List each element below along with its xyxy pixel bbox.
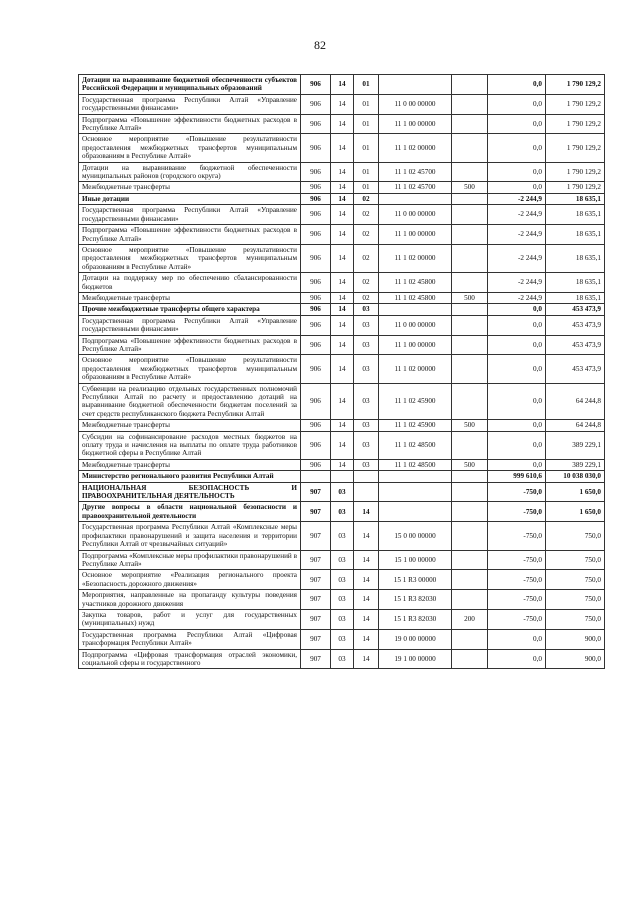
total-amount: 900,0 (546, 649, 605, 669)
target-article-code (379, 193, 452, 204)
section-code: 14 (331, 205, 354, 225)
row-name: Мероприятия, направленные на пропаганду культуры поведения участников дорожного движения (79, 590, 301, 610)
table-row (79, 609, 605, 629)
section-code: 03 (331, 550, 354, 570)
subsection-code: 01 (354, 94, 379, 114)
total-amount: 18 635,1 (546, 292, 605, 303)
grbs-code: 907 (301, 649, 331, 669)
total-amount: 453 473,9 (546, 355, 605, 383)
section-code: 14 (331, 193, 354, 204)
row-name: Дотации на выравнивание бюджетной обеспеченности субъектов Российской Федерации и муниципальных образований (79, 75, 301, 95)
table-row (79, 355, 605, 383)
grbs-code: 906 (301, 292, 331, 303)
section-code: 03 (331, 590, 354, 610)
change-amount: -750,0 (488, 570, 546, 590)
change-amount: -750,0 (488, 609, 546, 629)
budget-table (78, 74, 605, 669)
table-row (79, 482, 605, 502)
target-article-code: 11 1 02 45800 (379, 273, 452, 293)
section-code: 03 (331, 482, 354, 502)
expense-type-code (452, 550, 488, 570)
total-amount: 1 790 129,2 (546, 75, 605, 95)
target-article-code: 11 0 00 00000 (379, 205, 452, 225)
section-code: 03 (331, 629, 354, 649)
total-amount: 750,0 (546, 522, 605, 550)
grbs-code: 907 (301, 570, 331, 590)
expense-type-code (452, 522, 488, 550)
target-article-code: 15 0 00 00000 (379, 522, 452, 550)
section-code: 14 (331, 420, 354, 431)
subsection-code: 01 (354, 134, 379, 162)
subsection-code (354, 482, 379, 502)
subsection-code: 14 (354, 609, 379, 629)
target-article-code (379, 75, 452, 95)
subsection-code: 03 (354, 431, 379, 459)
table-row (79, 273, 605, 293)
subsection-code: 14 (354, 550, 379, 570)
section-code: 14 (331, 94, 354, 114)
total-amount: 389 229,1 (546, 459, 605, 470)
expense-type-code: 500 (452, 292, 488, 303)
table-row (79, 292, 605, 303)
section-code: 14 (331, 315, 354, 335)
section-code: 03 (331, 522, 354, 550)
total-amount: 453 473,9 (546, 335, 605, 355)
target-article-code: 11 1 02 45900 (379, 420, 452, 431)
grbs-code (301, 471, 331, 482)
section-code: 14 (331, 244, 354, 272)
expense-type-code (452, 225, 488, 245)
target-article-code: 11 1 02 48500 (379, 459, 452, 470)
total-amount: 64 244,8 (546, 420, 605, 431)
row-name: Межбюджетные трансферты (79, 182, 301, 193)
grbs-code: 906 (301, 193, 331, 204)
total-amount: 750,0 (546, 590, 605, 610)
total-amount: 750,0 (546, 609, 605, 629)
section-code: 14 (331, 75, 354, 95)
grbs-code: 906 (301, 335, 331, 355)
change-amount: 0,0 (488, 94, 546, 114)
change-amount: 0,0 (488, 75, 546, 95)
table-row (79, 459, 605, 470)
section-code: 03 (331, 502, 354, 522)
section-code: 14 (331, 335, 354, 355)
subsection-code: 14 (354, 649, 379, 669)
grbs-code: 906 (301, 315, 331, 335)
change-amount: -2 244,9 (488, 292, 546, 303)
row-name: Субвенции на реализацию отдельных государственных полномочий Республики Алтай по расчету и предоставлению дотаций на выравнивание бюджетной обеспеченности бюджетам поселений за счет средств республиканского бюджета Республики Алтай (79, 383, 301, 420)
change-amount: -2 244,9 (488, 273, 546, 293)
change-amount: 0,0 (488, 114, 546, 134)
expense-type-code (452, 649, 488, 669)
row-name: Подпрограмма «Комплексные меры профилактики правонарушений в Республике Алтай» (79, 550, 301, 570)
expense-type-code (452, 94, 488, 114)
page-number: 82 (314, 38, 326, 52)
change-amount: 0,0 (488, 355, 546, 383)
total-amount: 10 038 030,0 (546, 471, 605, 482)
target-article-code: 11 0 00 00000 (379, 94, 452, 114)
change-amount: 0,0 (488, 459, 546, 470)
table-row (79, 193, 605, 204)
expense-type-code (452, 471, 488, 482)
section-code: 03 (331, 570, 354, 590)
change-amount: -750,0 (488, 502, 546, 522)
target-article-code (379, 304, 452, 315)
total-amount: 1 790 129,2 (546, 182, 605, 193)
subsection-code: 02 (354, 273, 379, 293)
subsection-code: 14 (354, 570, 379, 590)
subsection-code: 01 (354, 114, 379, 134)
subsection-code: 14 (354, 590, 379, 610)
subsection-code: 02 (354, 292, 379, 303)
change-amount: 0,0 (488, 335, 546, 355)
grbs-code: 906 (301, 75, 331, 95)
change-amount: -2 244,9 (488, 225, 546, 245)
subsection-code: 03 (354, 355, 379, 383)
table-row (79, 162, 605, 182)
grbs-code: 906 (301, 114, 331, 134)
section-code: 14 (331, 431, 354, 459)
grbs-code: 907 (301, 522, 331, 550)
grbs-code: 906 (301, 205, 331, 225)
change-amount: 0,0 (488, 629, 546, 649)
target-article-code: 19 1 00 00000 (379, 649, 452, 669)
row-name: Закупка товаров, работ и услуг для государственных (муниципальных) нужд (79, 609, 301, 629)
subsection-code: 01 (354, 162, 379, 182)
table-row (79, 114, 605, 134)
row-name: Государственная программа Республики Алтай «Управление государственными финансами» (79, 94, 301, 114)
total-amount: 18 635,1 (546, 225, 605, 245)
expense-type-code: 500 (452, 182, 488, 193)
change-amount: 0,0 (488, 162, 546, 182)
change-amount: -750,0 (488, 550, 546, 570)
subsection-code: 02 (354, 193, 379, 204)
total-amount: 1 790 129,2 (546, 162, 605, 182)
subsection-code: 02 (354, 225, 379, 245)
grbs-code: 907 (301, 629, 331, 649)
change-amount: -2 244,9 (488, 244, 546, 272)
target-article-code: 11 1 02 45800 (379, 292, 452, 303)
section-code: 03 (331, 609, 354, 629)
target-article-code: 15 1 R3 00000 (379, 570, 452, 590)
target-article-code: 15 1 R3 82030 (379, 609, 452, 629)
grbs-code: 906 (301, 162, 331, 182)
target-article-code: 11 1 02 00000 (379, 355, 452, 383)
grbs-code: 907 (301, 590, 331, 610)
row-name: Основное мероприятие «Повышение результативности предоставления межбюджетных трансфертов муниципальным образованиям в Республике Алтай» (79, 134, 301, 162)
grbs-code: 907 (301, 502, 331, 522)
grbs-code: 906 (301, 225, 331, 245)
row-name: Межбюджетные трансферты (79, 420, 301, 431)
total-amount: 18 635,1 (546, 244, 605, 272)
expense-type-code (452, 273, 488, 293)
table-row (79, 225, 605, 245)
target-article-code (379, 502, 452, 522)
row-name: Прочие межбюджетные трансферты общего характера (79, 304, 301, 315)
target-article-code: 11 1 02 48500 (379, 431, 452, 459)
target-article-code: 11 1 02 45700 (379, 182, 452, 193)
section-code: 14 (331, 114, 354, 134)
grbs-code: 906 (301, 459, 331, 470)
grbs-code: 906 (301, 182, 331, 193)
total-amount: 453 473,9 (546, 315, 605, 335)
table-row (79, 134, 605, 162)
target-article-code: 19 0 00 00000 (379, 629, 452, 649)
subsection-code: 14 (354, 522, 379, 550)
total-amount: 64 244,8 (546, 383, 605, 420)
change-amount: 0,0 (488, 431, 546, 459)
row-name: Подпрограмма «Повышение эффективности бюджетных расходов в Республике Алтай» (79, 114, 301, 134)
change-amount: -750,0 (488, 522, 546, 550)
grbs-code: 906 (301, 431, 331, 459)
total-amount: 389 229,1 (546, 431, 605, 459)
total-amount: 18 635,1 (546, 193, 605, 204)
total-amount: 900,0 (546, 629, 605, 649)
table-row (79, 75, 605, 95)
section-code: 14 (331, 459, 354, 470)
row-name: Дотации на поддержку мер по обеспечению сбалансированности бюджетов (79, 273, 301, 293)
table-row (79, 522, 605, 550)
subsection-code: 02 (354, 205, 379, 225)
row-name: Министерство регионального развития Республики Алтай (79, 471, 301, 482)
row-name: Государственная программа Республики Алтай «Управление государственными финансами» (79, 205, 301, 225)
change-amount: -2 244,9 (488, 205, 546, 225)
section-code: 14 (331, 355, 354, 383)
row-name: НАЦИОНАЛЬНАЯ БЕЗОПАСНОСТЬ И ПРАВООХРАНИТЕЛЬНАЯ ДЕЯТЕЛЬНОСТЬ (79, 482, 301, 502)
table-row (79, 431, 605, 459)
total-amount: 1 650,0 (546, 502, 605, 522)
target-article-code: 11 1 00 00000 (379, 114, 452, 134)
target-article-code: 11 1 00 00000 (379, 335, 452, 355)
table-row (79, 182, 605, 193)
section-code: 03 (331, 649, 354, 669)
change-amount: 999 610,6 (488, 471, 546, 482)
expense-type-code (452, 355, 488, 383)
section-code: 14 (331, 273, 354, 293)
table-row (79, 590, 605, 610)
grbs-code: 906 (301, 420, 331, 431)
subsection-code: 03 (354, 335, 379, 355)
subsection-code (354, 471, 379, 482)
section-code: 14 (331, 134, 354, 162)
change-amount: 0,0 (488, 182, 546, 193)
target-article-code: 11 1 00 00000 (379, 225, 452, 245)
subsection-code: 03 (354, 383, 379, 420)
table-row (79, 94, 605, 114)
row-name: Подпрограмма «Повышение эффективности бюджетных расходов в Республике Алтай» (79, 225, 301, 245)
expense-type-code (452, 482, 488, 502)
total-amount: 1 790 129,2 (546, 114, 605, 134)
grbs-code: 906 (301, 304, 331, 315)
expense-type-code (452, 335, 488, 355)
row-name: Основное мероприятие «Реализация регионального проекта «Безопасность дорожного движения» (79, 570, 301, 590)
target-article-code: 15 1 00 00000 (379, 550, 452, 570)
row-name: Государственная программа Республики Алтай «Комплексные меры профилактики правонарушений и защита населения и территории Республики Алтай от чрезвычайных ситуаций» (79, 522, 301, 550)
table-row (79, 420, 605, 431)
row-name: Дотации на выравнивание бюджетной обеспеченности муниципальных районов (городского округа) (79, 162, 301, 182)
table-row (79, 471, 605, 482)
target-article-code: 11 1 02 45700 (379, 162, 452, 182)
expense-type-code (452, 244, 488, 272)
change-amount: 0,0 (488, 649, 546, 669)
grbs-code: 906 (301, 383, 331, 420)
change-amount: 0,0 (488, 315, 546, 335)
expense-type-code (452, 134, 488, 162)
table-row (79, 570, 605, 590)
expense-type-code (452, 114, 488, 134)
expense-type-code (452, 431, 488, 459)
change-amount: 0,0 (488, 304, 546, 315)
target-article-code: 11 1 02 00000 (379, 134, 452, 162)
subsection-code: 03 (354, 315, 379, 335)
subsection-code: 03 (354, 304, 379, 315)
row-name: Субсидии на софинансирование расходов местных бюджетов на оплату труда и начисления на выплаты по оплате труда работников бюджетной сферы в Республике Алтай (79, 431, 301, 459)
table-row (79, 629, 605, 649)
subsection-code: 02 (354, 244, 379, 272)
total-amount: 18 635,1 (546, 273, 605, 293)
total-amount: 453 473,9 (546, 304, 605, 315)
row-name: Подпрограмма «Цифровая трансформация отраслей экономики, социальной сферы и государственного (79, 649, 301, 669)
grbs-code: 906 (301, 273, 331, 293)
subsection-code: 14 (354, 629, 379, 649)
table-row (79, 304, 605, 315)
table-row (79, 205, 605, 225)
row-name: Подпрограмма «Повышение эффективности бюджетных расходов в Республике Алтай» (79, 335, 301, 355)
expense-type-code (452, 75, 488, 95)
expense-type-code (452, 304, 488, 315)
table-row (79, 649, 605, 669)
expense-type-code (452, 570, 488, 590)
expense-type-code (452, 590, 488, 610)
total-amount: 18 635,1 (546, 205, 605, 225)
row-name: Межбюджетные трансферты (79, 292, 301, 303)
expense-type-code (452, 629, 488, 649)
table-row (79, 315, 605, 335)
row-name: Иные дотации (79, 193, 301, 204)
target-article-code (379, 471, 452, 482)
row-name: Межбюджетные трансферты (79, 459, 301, 470)
row-name: Основное мероприятие «Повышение результативности предоставления межбюджетных трансфертов муниципальным образованиям в Республике Алтай» (79, 355, 301, 383)
total-amount: 1 650,0 (546, 482, 605, 502)
table-row (79, 244, 605, 272)
subsection-code: 03 (354, 420, 379, 431)
change-amount: -2 244,9 (488, 193, 546, 204)
total-amount: 1 790 129,2 (546, 94, 605, 114)
table-row (79, 550, 605, 570)
row-name: Основное мероприятие «Повышение результативности предоставления межбюджетных трансфертов муниципальным образованиям в Республике Алтай» (79, 244, 301, 272)
grbs-code: 907 (301, 482, 331, 502)
section-code: 14 (331, 182, 354, 193)
change-amount: 0,0 (488, 420, 546, 431)
grbs-code: 907 (301, 550, 331, 570)
grbs-code: 907 (301, 609, 331, 629)
grbs-code: 906 (301, 134, 331, 162)
row-name: Государственная программа Республики Алтай «Цифровая трансформация Республики Алтай» (79, 629, 301, 649)
subsection-code: 01 (354, 75, 379, 95)
target-article-code (379, 482, 452, 502)
grbs-code: 906 (301, 244, 331, 272)
subsection-code: 01 (354, 182, 379, 193)
change-amount: 0,0 (488, 383, 546, 420)
change-amount: -750,0 (488, 590, 546, 610)
total-amount: 750,0 (546, 550, 605, 570)
expense-type-code: 500 (452, 459, 488, 470)
subsection-code: 03 (354, 459, 379, 470)
expense-type-code (452, 502, 488, 522)
section-code: 14 (331, 162, 354, 182)
section-code: 14 (331, 225, 354, 245)
total-amount: 750,0 (546, 570, 605, 590)
expense-type-code: 500 (452, 420, 488, 431)
row-name: Другие вопросы в области национальной безопасности и правоохранительной деятельности (79, 502, 301, 522)
expense-type-code: 200 (452, 609, 488, 629)
row-name: Государственная программа Республики Алтай «Управление государственными финансами» (79, 315, 301, 335)
section-code: 14 (331, 383, 354, 420)
subsection-code: 14 (354, 502, 379, 522)
change-amount: 0,0 (488, 134, 546, 162)
expense-type-code (452, 315, 488, 335)
target-article-code: 11 1 02 45900 (379, 383, 452, 420)
table-row (79, 383, 605, 420)
expense-type-code (452, 162, 488, 182)
grbs-code: 906 (301, 355, 331, 383)
table-row (79, 335, 605, 355)
total-amount: 1 790 129,2 (546, 134, 605, 162)
section-code (331, 471, 354, 482)
target-article-code: 15 1 R3 82030 (379, 590, 452, 610)
expense-type-code (452, 193, 488, 204)
section-code: 14 (331, 292, 354, 303)
change-amount: -750,0 (488, 482, 546, 502)
target-article-code: 11 0 00 00000 (379, 315, 452, 335)
expense-type-code (452, 205, 488, 225)
section-code: 14 (331, 304, 354, 315)
target-article-code: 11 1 02 00000 (379, 244, 452, 272)
expense-type-code (452, 383, 488, 420)
grbs-code: 906 (301, 94, 331, 114)
table-row (79, 502, 605, 522)
